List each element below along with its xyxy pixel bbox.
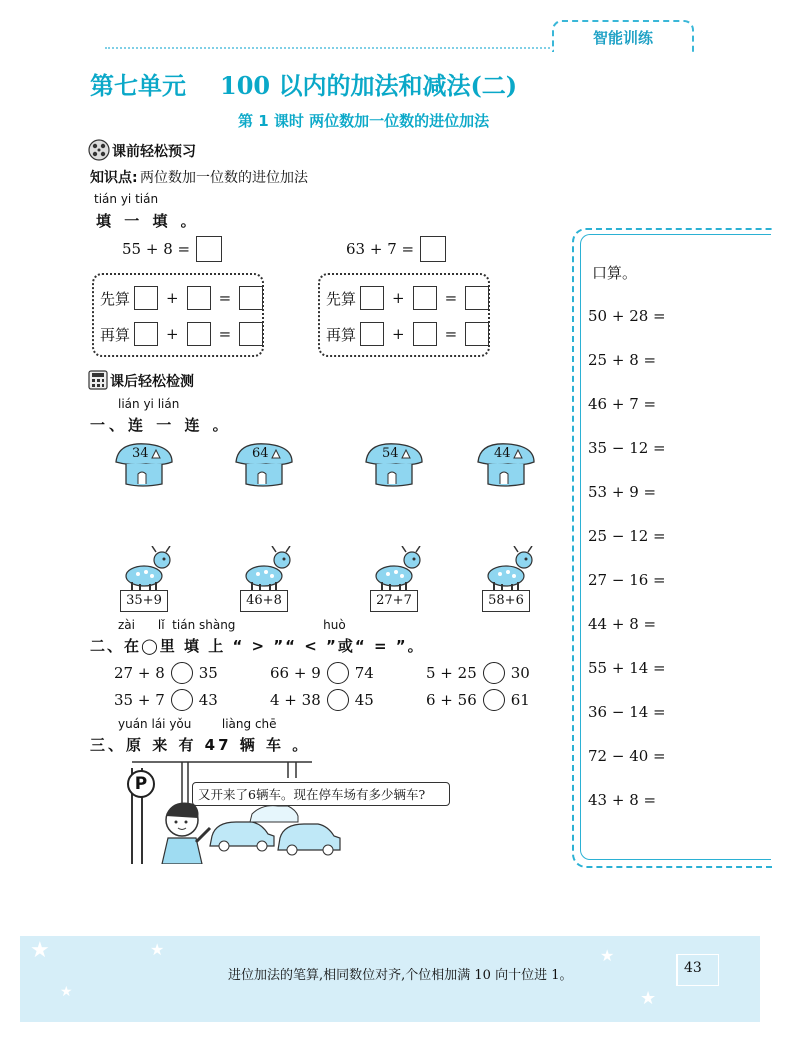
film-reel-icon [88, 139, 110, 161]
compare-item [270, 689, 374, 711]
top-dashed-line [105, 47, 550, 49]
plus-sign: + [392, 325, 405, 343]
step-row [100, 322, 263, 346]
answer-box[interactable] [465, 286, 489, 310]
compare-right: 35 [198, 664, 218, 682]
mental-item: 50 + 28 = [588, 307, 666, 325]
equals-sign: = [218, 325, 232, 343]
step-row [100, 286, 263, 310]
q3-title: 三、原 来 有 47 辆 车 。 [90, 736, 311, 754]
plus-sign: + [392, 289, 405, 307]
eq-text: 55 + 8 = [122, 240, 191, 258]
compare-circle[interactable] [327, 662, 349, 684]
fill-eq-2 [346, 236, 446, 262]
mental-item: 35 − 12 = [588, 439, 666, 457]
deer-label: 46+8 [240, 590, 288, 612]
mental-item: 44 + 8 = [588, 615, 657, 633]
compare-circle[interactable] [171, 662, 193, 684]
equals-sign: = [218, 289, 232, 307]
knowledge-label: 知识点: [90, 170, 138, 186]
compare-left: 35 + 7 [114, 691, 165, 709]
first-label: 先算 [326, 289, 357, 308]
answer-box[interactable] [413, 322, 437, 346]
deer-label: 27+7 [370, 590, 418, 612]
compare-left: 66 + 9 [270, 664, 321, 682]
parking-sign: P [127, 770, 155, 798]
deer-icon [238, 546, 298, 592]
q1-title: 一、连 一 连 。 [90, 416, 232, 434]
answer-box[interactable] [360, 322, 384, 346]
plus-sign: + [166, 325, 179, 343]
answer-box[interactable] [360, 286, 384, 310]
answer-box[interactable] [134, 322, 158, 346]
calculator-icon [88, 370, 108, 390]
compare-left: 4 + 38 [270, 691, 321, 709]
answer-box[interactable] [187, 322, 211, 346]
equals-sign: = [444, 289, 458, 307]
house-number: 54 [382, 446, 399, 461]
fill-pinyin: tián yi tián [94, 192, 159, 206]
mental-item: 27 − 16 = [588, 571, 666, 589]
after-heading: 课后轻松检测 [110, 374, 194, 390]
compare-right: 45 [354, 691, 374, 709]
badge-text: 智能训练 [592, 29, 653, 47]
compare-circle[interactable] [483, 662, 505, 684]
answer-box[interactable] [420, 236, 446, 262]
unit-title: 第七单元 [90, 71, 186, 100]
answer-box[interactable] [196, 236, 222, 262]
footer-tip: 进位加法的笔算,相同数位对齐,个位相加满 10 向十位进 1。 [228, 968, 573, 983]
mental-item: 72 − 40 = [588, 747, 666, 765]
answer-box[interactable] [134, 286, 158, 310]
compare-left: 27 + 8 [114, 664, 165, 682]
star-icon: ★ [60, 984, 73, 1000]
first-label: 先算 [100, 289, 131, 308]
star-icon: ★ [150, 940, 165, 959]
compare-right: 43 [198, 691, 218, 709]
fill-title: 填 一 填 。 [96, 212, 200, 230]
page-number: 43 [684, 960, 702, 976]
star-icon: ★ [30, 938, 50, 963]
mental-item: 46 + 7 = [588, 395, 657, 413]
compare-circle[interactable] [327, 689, 349, 711]
answer-box[interactable] [413, 286, 437, 310]
knowledge-text: 两位数加一位数的进位加法 [140, 170, 308, 186]
compare-circle[interactable] [171, 689, 193, 711]
compare-circle[interactable] [483, 689, 505, 711]
q2-title: 二、在◯里 填 上 “ > ”“ < ”或“ = ”。 [90, 637, 425, 655]
answer-box[interactable] [239, 286, 263, 310]
lesson-title: 第 1 课时 两位数加一位数的进位加法 [238, 112, 490, 130]
compare-item [426, 662, 530, 684]
mental-panel-inner [580, 234, 771, 860]
mental-item: 25 + 8 = [588, 351, 657, 369]
preview-heading: 课前轻松预习 [112, 144, 196, 160]
answer-box[interactable] [465, 322, 489, 346]
q1-pinyin: lián yi lián [118, 397, 180, 411]
star-icon: ★ [600, 946, 615, 965]
compare-item [426, 689, 530, 711]
then-label: 再算 [326, 325, 357, 344]
deer-icon [118, 546, 178, 592]
compare-left: 5 + 25 [426, 664, 477, 682]
q3-pinyin: yuán lái yǒu liàng chē [118, 717, 277, 731]
deer-icon [368, 546, 428, 592]
compare-right: 74 [354, 664, 374, 682]
deer-icon [480, 546, 540, 592]
q2-pinyin: zài lǐ tián shàng huò [118, 618, 346, 632]
fill-eq-1 [122, 236, 222, 262]
mushroom-house[interactable] [112, 440, 172, 488]
compare-left: 6 + 56 [426, 691, 477, 709]
then-label: 再算 [100, 325, 131, 344]
mental-title: 口算。 [592, 264, 638, 282]
step-row [326, 322, 489, 346]
mushroom-house[interactable] [232, 440, 292, 488]
mushroom-house[interactable] [474, 440, 534, 488]
compare-item [114, 662, 218, 684]
house-number: 64 [252, 446, 269, 461]
unit-subtitle: 100 以内的加法和减法(二) [220, 71, 518, 100]
mental-item: 36 − 14 = [588, 703, 666, 721]
answer-box[interactable] [239, 322, 263, 346]
speech-text: 又开来了6辆车。现在停车场有多少辆车? [198, 787, 426, 802]
mental-item: 55 + 14 = [588, 659, 666, 677]
mental-item: 43 + 8 = [588, 791, 657, 809]
compare-item [114, 689, 218, 711]
answer-box[interactable] [187, 286, 211, 310]
deer-label: 58+6 [482, 590, 530, 612]
house-number: 44 [494, 446, 511, 461]
deer-label: 35+9 [120, 590, 168, 612]
mushroom-house[interactable] [362, 440, 422, 488]
mental-item: 25 − 12 = [588, 527, 666, 545]
compare-right: 61 [510, 691, 530, 709]
star-icon: ★ [640, 988, 657, 1009]
equals-sign: = [444, 325, 458, 343]
house-number: 34 [132, 446, 149, 461]
compare-right: 30 [510, 664, 530, 682]
mental-item: 53 + 9 = [588, 483, 657, 501]
eq-text: 63 + 7 = [346, 240, 415, 258]
step-row [326, 286, 489, 310]
compare-item [270, 662, 374, 684]
plus-sign: + [166, 289, 179, 307]
